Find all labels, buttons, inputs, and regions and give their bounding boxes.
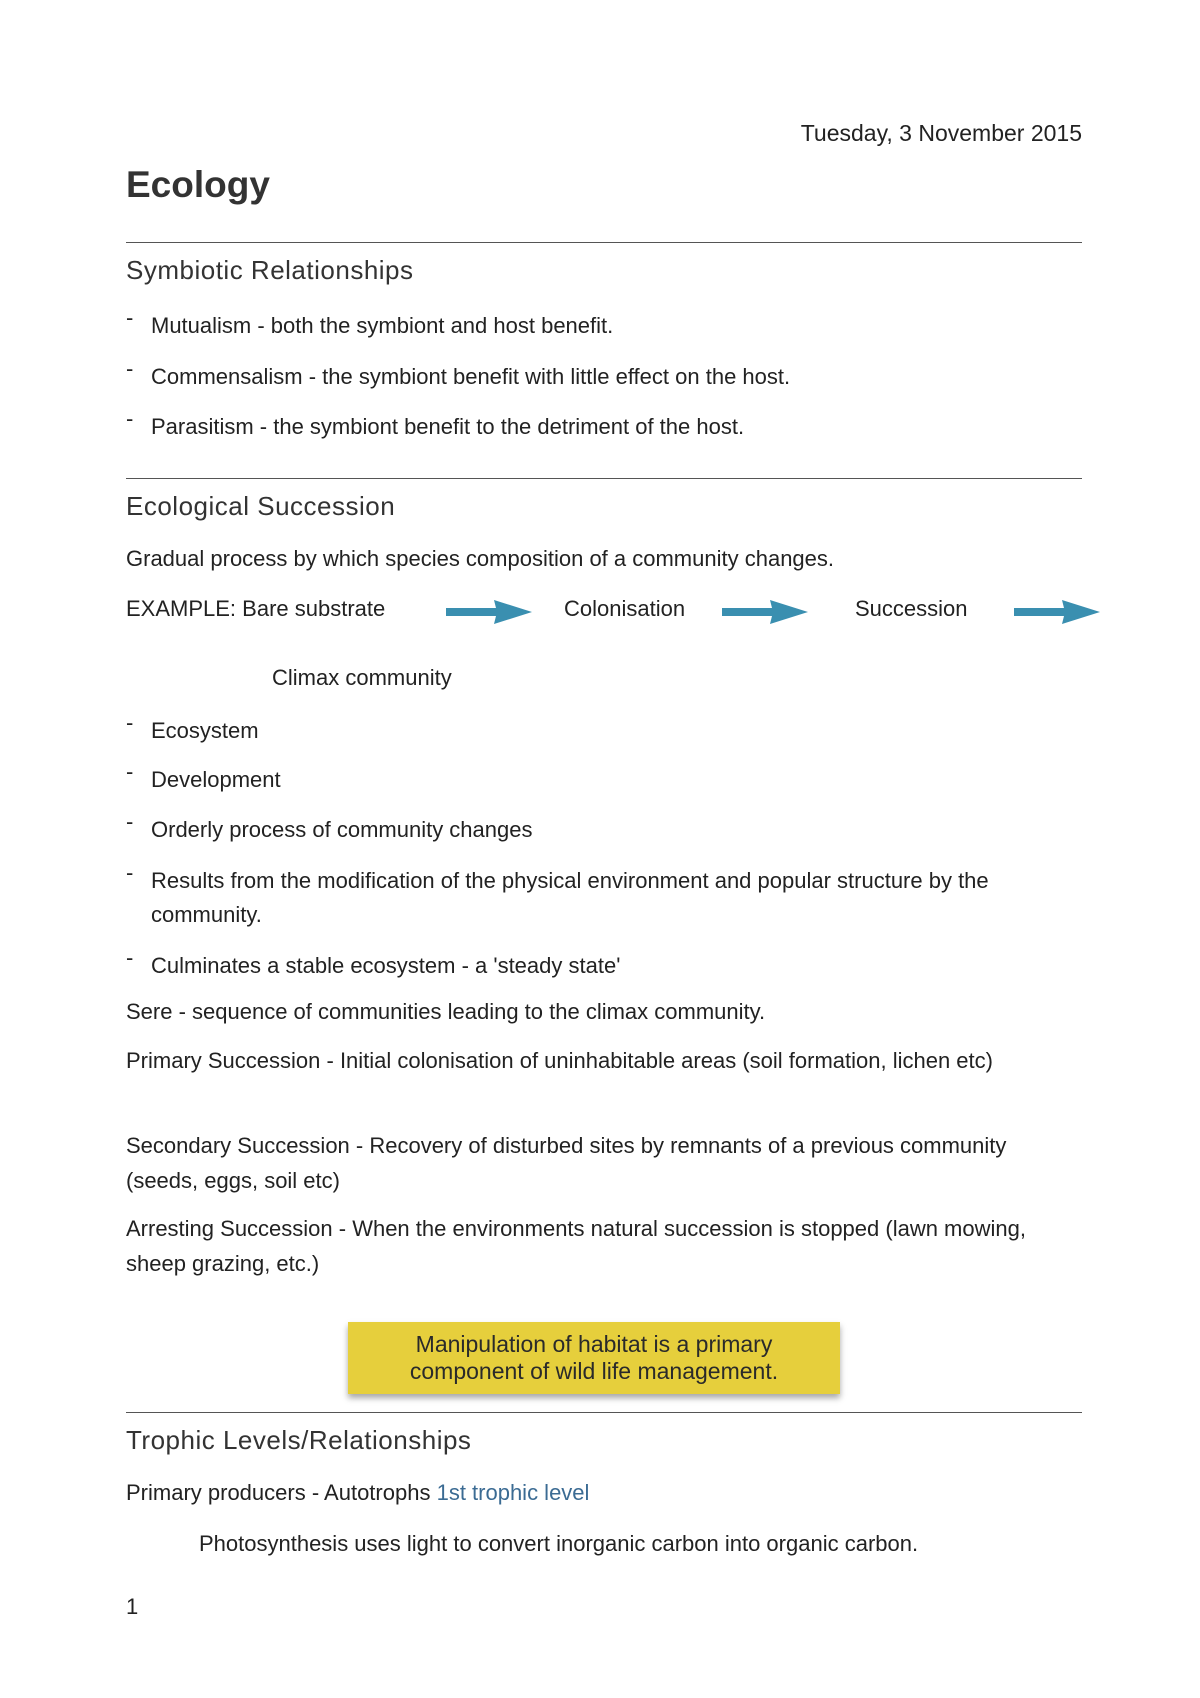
- bullet-dash: -: [126, 860, 134, 885]
- page-title: Ecology: [126, 164, 270, 205]
- page-number: 1: [126, 1594, 139, 1619]
- primary-producers: Primary producers - Autotrophs 1st trophic level: [126, 1480, 590, 1505]
- section-divider: [126, 1412, 1082, 1413]
- bullet-dash: -: [126, 305, 134, 330]
- section-heading-symbiotic: Symbiotic Relationships: [126, 255, 414, 285]
- document-date: Tuesday, 3 November 2015: [800, 120, 1082, 146]
- photosynthesis-note: Photosynthesis uses light to convert inorganic carbon into organic carbon.: [199, 1531, 919, 1556]
- bullet-dash: -: [126, 809, 134, 834]
- example-step-climax: Climax community: [272, 665, 452, 690]
- arrow-right-icon: [446, 598, 532, 626]
- section-heading-trophic: Trophic Levels/Relationships: [126, 1425, 472, 1455]
- example-step-succession: Succession: [855, 596, 968, 621]
- sticky-note-text: Manipulation of habitat is a primary component of wild life management.: [409, 1331, 779, 1384]
- section-heading-succession: Ecological Succession: [126, 491, 396, 521]
- section-divider: [126, 242, 1082, 243]
- bullet-dash: -: [126, 759, 134, 784]
- succession-intro: Gradual process by which species composition of a community changes.: [126, 546, 835, 571]
- arrow-right-icon: [1014, 598, 1100, 626]
- trophic-level-link[interactable]: 1st trophic level: [436, 1480, 590, 1505]
- example-step-colonisation: Colonisation: [564, 596, 686, 621]
- sticky-note: [348, 1322, 840, 1394]
- bullet-dash: -: [126, 406, 134, 431]
- secondary-succession: Secondary Succession - Recovery of disturbed sites by remnants of a previous community (seeds, eggs, soil etc): [126, 1133, 1007, 1193]
- example-label: EXAMPLE: Bare substrate: [126, 596, 386, 621]
- section-divider: [126, 478, 1082, 479]
- sere-definition: Sere - sequence of communities leading to the climax community.: [126, 999, 766, 1024]
- bullet-dash: -: [126, 356, 134, 381]
- bullet-dash: -: [126, 945, 134, 970]
- primary-succession: Primary Succession - Initial colonisation of uninhabitable areas (soil formation, lichen etc): [126, 1048, 993, 1073]
- arresting-succession: Arresting Succession - When the environments natural succession is stopped (lawn mowing, sheep grazing, etc.): [126, 1216, 1026, 1276]
- arrow-right-icon: [722, 598, 808, 626]
- bullet-dash: -: [126, 710, 134, 735]
